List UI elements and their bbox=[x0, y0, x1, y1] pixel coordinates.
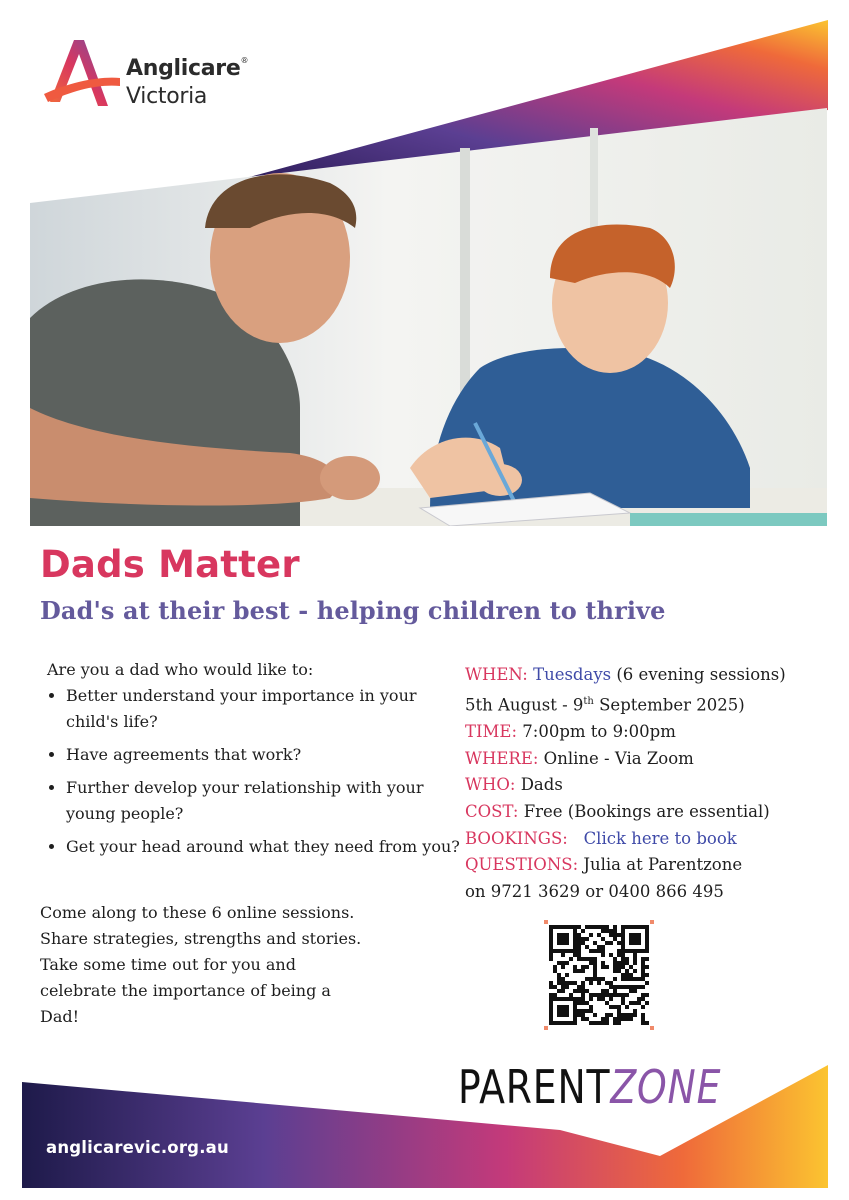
when-row bbox=[465, 662, 835, 689]
bookings-label: BOOKINGS: bbox=[465, 828, 568, 848]
list-item: • Better understand your importance in your child's life? bbox=[66, 683, 466, 735]
parentzone-zone: ZONE bbox=[610, 1060, 722, 1114]
page-title: Dads Matter bbox=[40, 543, 300, 586]
cost-label: COST: bbox=[465, 802, 519, 822]
cost-value: Free (Bookings are essential) bbox=[523, 802, 770, 822]
list-item: • Further develop your relationship with your young people? bbox=[66, 775, 466, 827]
where-row bbox=[465, 746, 835, 773]
website-url[interactable]: anglicarevic.org.au bbox=[46, 1138, 229, 1157]
anglicare-logo bbox=[40, 32, 280, 114]
when-value: Tuesdays bbox=[533, 665, 612, 684]
where-value: Online - Via Zoom bbox=[543, 748, 694, 768]
bottom-gradient-banner bbox=[0, 1060, 849, 1200]
questions-label: QUESTIONS: bbox=[465, 855, 579, 875]
questions-row bbox=[465, 852, 835, 879]
session-details bbox=[465, 662, 835, 906]
dates-start: 5th August - 9 bbox=[465, 695, 584, 715]
who-label: WHO: bbox=[465, 775, 516, 795]
where-label: WHERE: bbox=[465, 748, 539, 768]
benefit-list bbox=[40, 683, 466, 867]
when-label: WHEN: bbox=[465, 665, 528, 684]
bookings-row bbox=[465, 826, 835, 853]
book-link[interactable]: Click here to book bbox=[583, 828, 737, 848]
questions-phone: on 9721 3629 or 0400 866 495 bbox=[465, 882, 724, 902]
dates-suffix: th bbox=[583, 695, 594, 707]
cost-row bbox=[465, 799, 835, 826]
closing-paragraph: Come along to these 6 online sessions. Share strategies, strengths and stories. Take some time out for you and celebrate the importance of being a Dad! bbox=[40, 903, 362, 1026]
when-note: (6 evening sessions) bbox=[616, 665, 786, 684]
dates-end: September 2025) bbox=[593, 695, 745, 715]
who-value: Dads bbox=[520, 775, 563, 795]
father-son-photo bbox=[30, 108, 827, 526]
list-item: • Have agreements that work? bbox=[66, 742, 466, 768]
anglicare-logo-mark bbox=[40, 32, 120, 112]
qr-code-icon[interactable] bbox=[540, 918, 658, 1032]
who-row bbox=[465, 772, 835, 799]
time-label: TIME: bbox=[465, 721, 518, 741]
parentzone-parent: PARENT bbox=[458, 1060, 611, 1114]
questions-contact: Julia at Parentzone bbox=[583, 855, 743, 875]
time-row bbox=[465, 719, 835, 746]
dates-row bbox=[465, 689, 835, 719]
time-value: 7:00pm to 9:00pm bbox=[522, 721, 676, 741]
logo-name-line1: Anglicare® bbox=[126, 56, 249, 81]
list-item: • Get your head around what they need from you? bbox=[66, 834, 466, 860]
logo-name-line2: Victoria bbox=[126, 84, 208, 109]
intro-text: Are you a dad who would like to: bbox=[47, 660, 314, 679]
page-subtitle: Dad's at their best - helping children to thrive bbox=[40, 596, 666, 625]
